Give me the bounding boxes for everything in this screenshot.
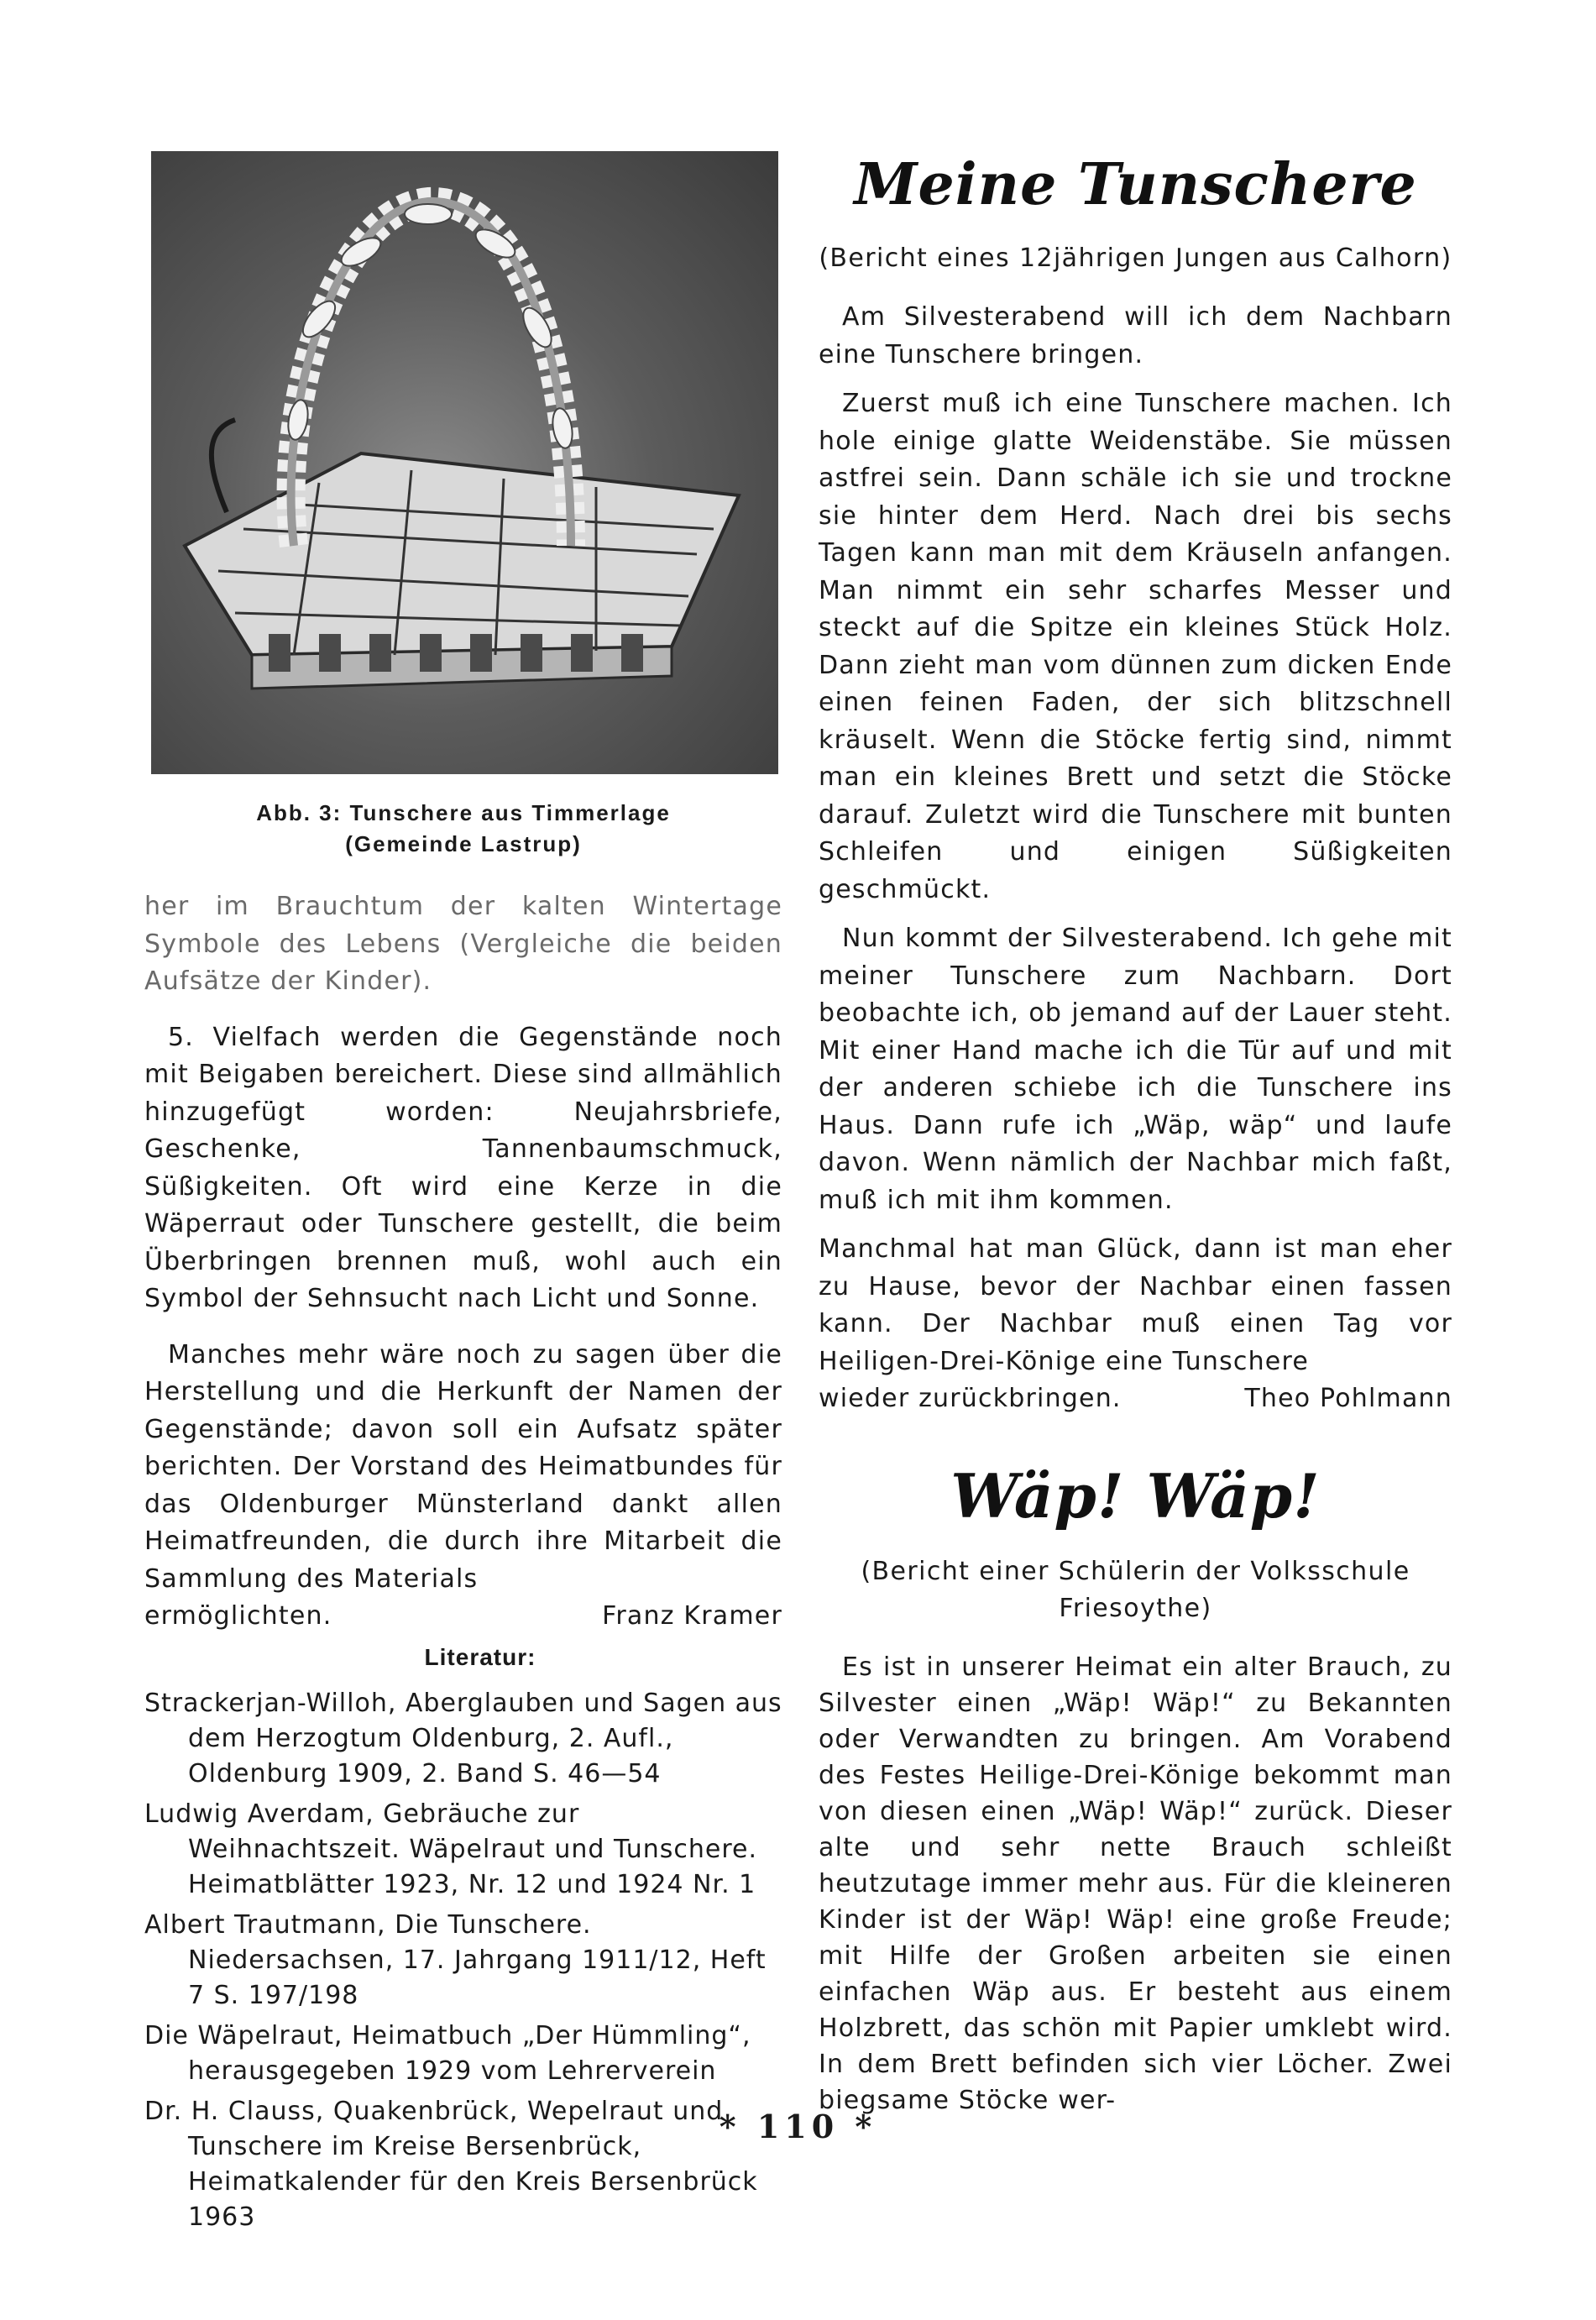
literature-item: Ludwig Averdam, Gebräuche zur Weihnachtszeit. Wäpelraut und Tunschere. Heimatblätter 1923, Nr. 12 und 1924 Nr. 1 [144,1799,758,1899]
literature-list [144,1686,782,2235]
literature-item: Strackerjan-Willoh, Aberglauben und Sagen aus dem Herzogtum Oldenburg, 2. Aufl., Oldenburg 1909, 2. Band S. 46—54 [144,1688,782,1788]
right-paragraph-2: Zuerst muß ich eine Tunschere machen. Ich hole einige glatte Weidenstäbe. Sie müssen astfrei sein. Dann schäle ich sie und trockne sie hinter dem Herd. Nach drei bis sechs Tagen kann man mit dem Kräuseln anfangen. Man nimmt ein sehr scharfes Messer und steckt auf die Spitze ein kleines Stück Holz. Dann zieht man vom dünnen zum dicken Ende einen feinen Faden, der sich blitzschnell kräuselt. Wenn die Stöcke fertig sind, nimmt man ein kleines Brett und setzt die Stöcke darauf. Zuletzt wird die Tunschere mit bunten Schleifen und einigen Süßigkeiten geschmückt. [819,389,1452,904]
figure-caption-line-1: Abb. 3: Tunschere aus Timmerlage [256,800,671,825]
figure-caption-line-2: (Gemeinde Lastrup) [345,831,582,856]
author-franz-kramer: Franz Kramer [602,1601,782,1631]
tunschere-illustration [151,151,778,774]
subtitle-calhorn: (Bericht eines 12jährigen Jungen aus Calhorn) [819,244,1452,273]
left-signature-row [144,1598,782,1636]
title-waep-waep: Wäp! Wäp! [950,1459,1321,1532]
page-number: * 110 * [719,2108,877,2145]
right-paragraph-3: Nun kommt der Silvesterabend. Ich gehe mit meiner Tunschere zum Nachbarn. Dort beobachte ich, ob jemand auf der Lauer steht. Mit einer Hand mache ich die Tür auf und mit der anderen schiebe ich die Tunschere ins Haus. Dann rufe ich „Wäp, wäp“ und laufe davon. Wenn nämlich der Nachbar mich faßt, muß ich mit ihm kommen. [819,924,1452,1215]
right-paragraph-5: Es ist in unserer Heimat ein alter Brauch, zu Silvester einen „Wäp! Wäp!“ zu Bekannten oder Verwandten zu bringen. Am Vorabend des Festes Heilige-Drei-Könige bekommt man von diesen einen „Wäp! Wäp!“ zurück. Dieser alte und sehr nette Brauch schleißt heutzutage immer mehr aus. Für die kleineren Kinder ist der Wäp! Wäp! eine große Freude; mit Hilfe der Großen arbeiten sie einen einfachen Wäp aus. Er besteht aus einem Holzbrett, das schön mit Papier umklebt wird. In dem Brett befinden sich vier Löcher. Zwei biegsame Stöcke wer- [819,1652,1452,2115]
right-column [819,151,1452,2137]
figure-caption [144,798,782,860]
left-paragraph-3: Manches mehr wäre noch zu sagen über die Herstellung und die Herkunft der Namen der Gegenstände; davon soll ein Aufsatz später berichten. Der Vorstand des Heimatbundes für das Oldenburger Münsterland dankt allen Heimatfreunden, die durch ihre Mitarbeit die Sammlung des Materials [144,1339,782,1594]
right-paragraph-4: Manchmal hat man Glück, dann ist man eher zu Hause, bevor der Nachbar einen fassen kann. Der Nachbar muß einen Tag vor Heiligen-Drei-Könige eine Tunschere [819,1234,1452,1376]
right-signature-row [819,1380,1452,1418]
right-paragraph-4-end: wieder zurückbringen. [819,1384,1122,1413]
literature-item: Die Wäpelraut, Heimatbuch „Der Hümmling“, herausgegeben 1929 vom Lehrerverein [144,2020,751,2086]
left-column [144,151,782,2240]
author-theo-pohlmann: Theo Pohlmann [1244,1384,1452,1413]
left-paragraph-2: 5. Vielfach werden die Gegenstände noch mit Beigaben bereichert. Diese sind allmählich hinzugefügt worden: Neujahrsbriefe, Geschenke, Tannenbaumschmuck, Süßigkeiten. Oft wird eine Kerze in die Wäperraut oder Tunschere gestellt, die beim Überbringen brennen muß, wohl auch ein Symbol der Sehnsucht nach Licht und Sonne. [144,1022,782,1313]
right-paragraph-1: Am Silvesterabend will ich dem Nachbarn eine Tunschere bringen. [819,302,1452,369]
subtitle-friesoythe: (Bericht einer Schülerin der Volksschule Friesoythe) [861,1556,1410,1623]
literature-heading: Literatur: [424,1643,536,1670]
literature-item: Albert Trautmann, Die Tunschere. Niedersachsen, 17. Jahrgang 1911/12, Heft 7 S. 197/198 [144,1909,767,2010]
left-paragraph-1: her im Brauchtum der kalten Wintertage Symbole des Lebens (Vergleiche die beiden Aufsätze der Kinder). [144,892,782,996]
figure-photo-tunschere [151,151,778,774]
literature-item: Dr. H. Clauss, Quakenbrück, Wepelraut und Tunschere im Kreise Bersenbrück, Heimatkalender für den Kreis Bersenbrück 1963 [144,2096,758,2232]
left-paragraph-3-end: ermöglichten. [144,1601,332,1631]
title-meine-tunschere: Meine Tunschere [854,151,1417,218]
